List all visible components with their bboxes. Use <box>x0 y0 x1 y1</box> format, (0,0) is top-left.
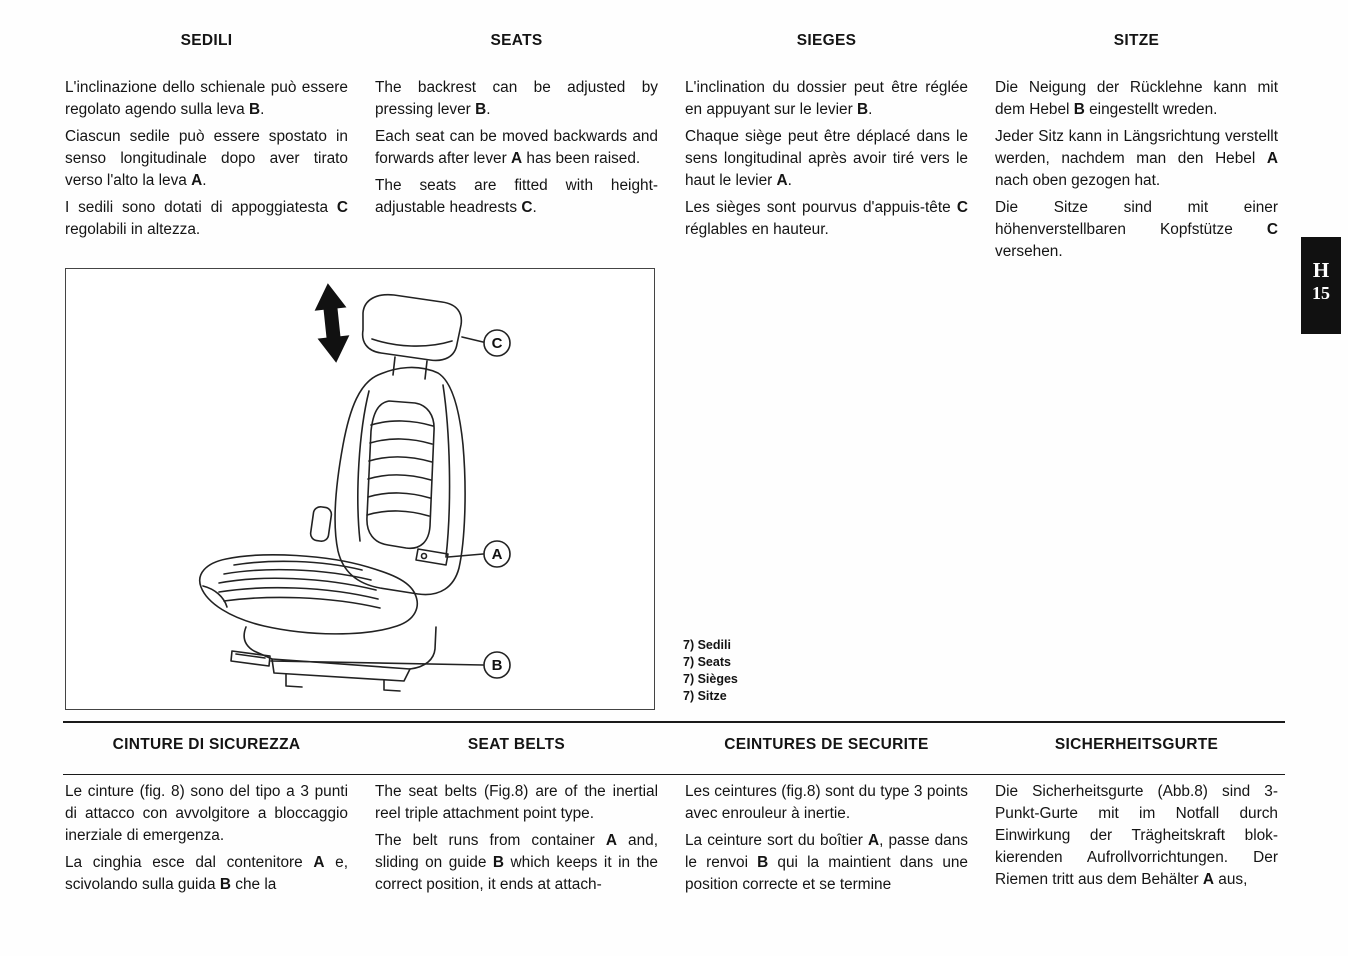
paragraph: The seat belts (Fig.8) are of the inertial reel triple attachment point type. <box>375 783 658 822</box>
paragraph: Die Sicherheitsgurte (Abb.8) sind 3-Punkt-Gurte mit im Notfall durch Einwirkung der Trägheitskraft blok-kierenden Aufrollvorrichtungen. Der Riemen tritt aus dem Behälter A aus, <box>995 783 1278 888</box>
section-heading-de: SITZE <box>1113 32 1160 49</box>
section-heading-fr: SIEGES <box>796 32 857 49</box>
section-divider-top <box>63 721 1285 723</box>
section-heading-it: CINTURE DI SICUREZZA <box>112 736 301 753</box>
figure-caption-line: 7) Sedili <box>683 638 731 652</box>
seat-figure <box>65 268 655 710</box>
figure-caption-line: 7) Sitze <box>683 689 727 703</box>
paragraph: La cinghia esce dal contenitore A e, scivolando sulla guida B che la <box>65 854 348 893</box>
paragraph: The belt runs from container A and, sliding on guide B which keeps it in the correct position, it ends at attach- <box>375 832 658 893</box>
paragraph: Chaque siège peut être déplacé dans le sens longitudinal après avoir tiré vers le haut le levier A. <box>685 128 968 189</box>
column-german <box>995 32 1278 268</box>
paragraph: L'inclination du dossier peut être réglée en appuyant sur le levier B. <box>685 79 968 118</box>
callout-c-label: C <box>491 335 503 352</box>
column-italian <box>65 736 348 901</box>
headrest-adjust-arrow-icon <box>312 282 352 365</box>
chapter-tab <box>1301 237 1341 334</box>
paragraph: Each seat can be moved backwards and forwards after lever A has been raised. <box>375 128 658 167</box>
paragraph: Les sièges sont pourvus d'appuis-tête C réglables en hauteur. <box>685 199 968 238</box>
column-french <box>685 32 968 268</box>
paragraph: Ciascun sedile può essere spostato in senso longitudinale dopo aver tirato verso l'alto la leva A. <box>65 128 348 189</box>
column-english <box>375 32 658 268</box>
column-german <box>995 736 1278 901</box>
column-english <box>375 736 658 901</box>
section-heading-en: SEAT BELTS <box>467 736 566 753</box>
paragraph: The seats are fitted with height-adjustable headrests C. <box>375 177 658 216</box>
chapter-tab-number: 15 <box>1312 283 1330 303</box>
figure-caption-line: 7) Sièges <box>683 672 738 686</box>
paragraph: The backrest can be adjusted by pressing lever B. <box>375 79 658 118</box>
figure-caption <box>683 637 738 705</box>
paragraph: Les ceintures (fig.8) sont du type 3 points avec enrouleur à inertie. <box>685 783 968 822</box>
paragraph: Die Neigung der Rücklehne kann mit dem Hebel B eingestellt wreden. <box>995 79 1278 118</box>
paragraph: L'inclinazione dello schienale può essere regolato agendo sulla leva B. <box>65 79 348 118</box>
section-heading-en: SEATS <box>490 32 543 49</box>
column-french <box>685 736 968 901</box>
column-italian <box>65 32 348 268</box>
section-heading-de: SICHERHEITSGURTE <box>1054 736 1219 753</box>
seat-drawing <box>66 269 654 709</box>
seats-section <box>65 32 1278 268</box>
callout-a-label: A <box>491 546 503 563</box>
chapter-tab-letter: H <box>1312 258 1330 282</box>
paragraph: Jeder Sitz kann in Längsrichtung verstellt werden, nachdem man den Hebel A nach oben gezogen hat. <box>995 128 1278 189</box>
seat-belts-section <box>65 736 1278 901</box>
section-heading-fr: CEINTURES DE SECURITE <box>724 736 929 753</box>
headrest-outline <box>363 295 462 361</box>
paragraph: Die Sitze sind mit einer höhenverstellbaren Kopfstütze C versehen. <box>995 199 1278 260</box>
section-heading-it: SEDILI <box>180 32 233 49</box>
paragraph: La ceinture sort du boîtier A, passe dans le renvoi B qui la maintient dans une position correcte et se termine <box>685 832 968 893</box>
paragraph: Le cinture (fig. 8) sono del tipo a 3 punti di attacco con avvolgitore a bloccaggio inerziale di emergenza. <box>65 783 348 844</box>
lever-a <box>416 549 448 565</box>
figure-caption-line: 7) Seats <box>683 655 731 669</box>
callout-b-label: B <box>491 657 503 674</box>
cushion-outline <box>200 555 418 634</box>
paragraph: I sedili sono dotati di appoggiatesta C regolabili in altezza. <box>65 199 348 238</box>
